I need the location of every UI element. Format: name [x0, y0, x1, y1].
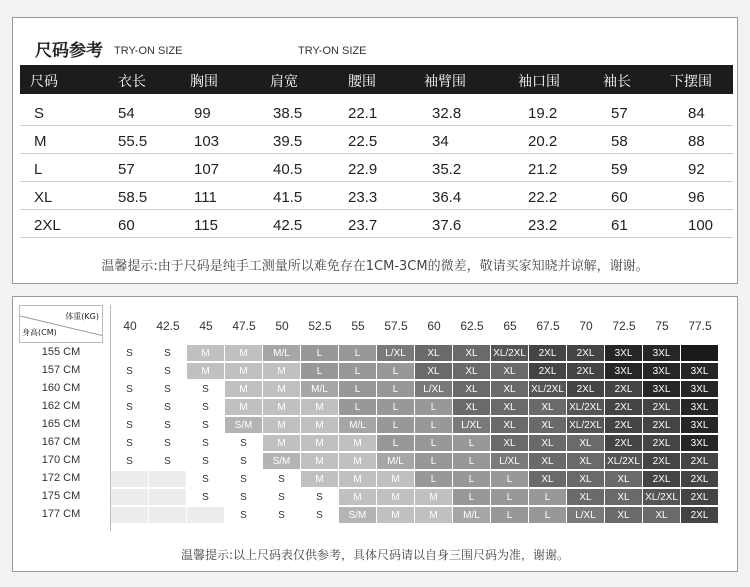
fit-cell: XL/2XL [643, 489, 681, 506]
measurement-value: 55.5 [118, 133, 148, 150]
height-label: 155 CM [41, 346, 81, 358]
table-row [20, 126, 733, 154]
fit-cell: L [377, 381, 415, 398]
fit-cell: 2XL [529, 363, 567, 380]
fit-cell: M [225, 399, 263, 416]
measurement-value: 115 [194, 217, 218, 234]
fit-cell: 2XL [605, 417, 643, 434]
fit-cell: L [377, 363, 415, 380]
fit-cell: 3XL [681, 399, 719, 416]
fit-cell: 3XL [681, 363, 719, 380]
fit-cell: M [377, 489, 415, 506]
fit-cell: L/XL [415, 381, 453, 398]
weight-axis-label: 体重(KG) [65, 312, 99, 321]
weight-header: 67.5 [536, 319, 560, 333]
fit-cell: S [225, 507, 263, 524]
measurement-value: 107 [194, 161, 220, 178]
fit-cell: 2XL [567, 381, 605, 398]
fit-cell: 2XL [643, 471, 681, 488]
fit-cell: S [263, 471, 301, 488]
fit-cell: XL [491, 435, 529, 452]
fit-cell: M [263, 381, 301, 398]
fit-cell: 3XL [681, 381, 719, 398]
fit-cell: S [187, 471, 225, 488]
fit-cell: XL [453, 363, 491, 380]
fit-cell: 2XL [605, 399, 643, 416]
fit-cell: XL [453, 345, 491, 362]
fit-cell: S [301, 507, 339, 524]
fit-cell: 3XL [643, 381, 681, 398]
fit-cell [149, 507, 187, 524]
column-header: 胸围 [190, 74, 218, 90]
fit-guide-panel [12, 296, 738, 572]
fit-guide-note: 温馨提示:以上尺码表仅供参考，具体尺码请以自身三围尺码为准，谢谢。 [180, 548, 570, 562]
measurement-value: 39.5 [273, 133, 303, 150]
fit-cell: M [377, 471, 415, 488]
height-label: 160 CM [41, 382, 81, 394]
fit-cell: XL [415, 345, 453, 362]
fit-cell: M [415, 489, 453, 506]
fit-cell: S [111, 417, 149, 434]
fit-cell: 2XL [643, 399, 681, 416]
fit-cell [111, 471, 149, 488]
fit-cell: 3XL [605, 345, 643, 362]
column-header: 衣长 [118, 74, 146, 90]
weight-header: 77.5 [688, 319, 712, 333]
fit-cell: M [301, 417, 339, 434]
measurement-value: 103 [194, 133, 220, 150]
fit-cell: 2XL [681, 507, 719, 524]
fit-cell: XL [529, 471, 567, 488]
weight-header: 75 [655, 319, 669, 333]
fit-cell: M [339, 489, 377, 506]
fit-cell: S [187, 381, 225, 398]
size-label: XL [34, 189, 53, 206]
fit-cell: L [529, 489, 567, 506]
fit-cell: M [225, 381, 263, 398]
size-label: S [34, 105, 45, 122]
height-label: 162 CM [41, 400, 81, 412]
size-label: L [34, 161, 43, 178]
column-header: 袖臂围 [424, 74, 466, 90]
fit-cell: L [339, 381, 377, 398]
weight-header: 40 [123, 319, 137, 333]
fit-cell: XL [605, 489, 643, 506]
measurement-value: 22.9 [348, 161, 378, 178]
table-row [20, 98, 733, 126]
fit-cell: S [111, 453, 149, 470]
height-label: 170 CM [41, 454, 81, 466]
fit-cell: M [301, 399, 339, 416]
fit-cell: S [111, 381, 149, 398]
size-label: M [34, 133, 47, 150]
fit-cell: 3XL [643, 345, 681, 362]
fit-cell: S [263, 489, 301, 506]
fit-cell: 3XL [643, 363, 681, 380]
fit-cell: S [263, 507, 301, 524]
fit-cell: M [187, 363, 225, 380]
fit-cell: 2XL [643, 417, 681, 434]
size-table-body [20, 98, 733, 238]
fit-cell: L [415, 435, 453, 452]
fit-cell: L [301, 345, 339, 362]
fit-cell: 2XL [605, 381, 643, 398]
fit-cell: S [225, 435, 263, 452]
fit-cell: S [187, 453, 225, 470]
measurement-value: 111 [194, 189, 217, 206]
measurement-value: 88 [688, 133, 705, 150]
height-label: 165 CM [41, 418, 81, 430]
fit-cell: XL/2XL [567, 417, 605, 434]
fit-cell: 2XL [529, 345, 567, 362]
weight-header: 55 [351, 319, 365, 333]
fit-cell: XL/2XL [605, 453, 643, 470]
table-row [20, 182, 733, 210]
fit-cell: S [187, 399, 225, 416]
fit-cell [111, 489, 149, 506]
fit-cell [111, 507, 149, 524]
size-table-header [20, 65, 733, 94]
fit-cell: M [187, 345, 225, 362]
fit-cell: M [263, 417, 301, 434]
fit-cell: S [111, 435, 149, 452]
fit-cell: S [149, 435, 187, 452]
fit-cell: M [263, 435, 301, 452]
fit-cell: S [149, 363, 187, 380]
fit-cell: 2XL [605, 435, 643, 452]
measurement-value: 38.5 [273, 105, 303, 122]
fit-cell: S [187, 417, 225, 434]
measurement-value: 58 [611, 133, 628, 150]
fit-cell: XL [491, 381, 529, 398]
fit-cell: L [339, 399, 377, 416]
fit-cell: XL/2XL [491, 345, 529, 362]
measurement-value: 58.5 [118, 189, 148, 206]
measurement-value: 54 [118, 105, 135, 122]
measurement-value: 40.5 [273, 161, 303, 178]
fit-cell: L [453, 471, 491, 488]
measurement-value: 99 [194, 105, 211, 122]
column-header: 袖长 [603, 74, 631, 90]
fit-cell [187, 507, 225, 524]
fit-cell: M [225, 363, 263, 380]
weight-header: 42.5 [156, 319, 180, 333]
fit-cell: S [149, 345, 187, 362]
fit-cell: 2XL [567, 345, 605, 362]
fit-cell [149, 489, 187, 506]
fit-cell: L/XL [567, 507, 605, 524]
measurement-value: 36.4 [432, 189, 462, 206]
fit-cell: XL/2XL [529, 381, 567, 398]
fit-cell: 3XL [681, 417, 719, 434]
grid-divider [110, 305, 111, 531]
fit-cell: L [415, 417, 453, 434]
fit-cell: L/XL [453, 417, 491, 434]
fit-cell: L [377, 435, 415, 452]
weight-header: 65 [503, 319, 517, 333]
fit-cell: XL [529, 399, 567, 416]
column-header: 袖口围 [518, 74, 560, 90]
fit-cell: XL [529, 453, 567, 470]
measurement-value: 41.5 [273, 189, 303, 206]
measurement-value: 57 [611, 105, 628, 122]
fit-cell: L [491, 507, 529, 524]
measurement-value: 60 [118, 217, 135, 234]
fit-cell: M [301, 471, 339, 488]
fit-cell: L [453, 489, 491, 506]
fit-cell: 3XL [681, 435, 719, 452]
height-label: 177 CM [41, 508, 81, 520]
fit-cell: XL [491, 417, 529, 434]
fit-cell: L/XL [491, 453, 529, 470]
measurement-value: 23.3 [348, 189, 378, 206]
table-row [20, 210, 733, 238]
fit-cell: XL [643, 507, 681, 524]
fit-cell: S [111, 363, 149, 380]
weight-header: 45 [199, 319, 213, 333]
weight-header: 57.5 [384, 319, 408, 333]
measurement-note: 温馨提示:由于尺码是纯手工测量所以难免存在1CM-3CM的微差，敬请买家知晓并谅解，谢谢。 [101, 259, 649, 274]
fit-cell: M [263, 363, 301, 380]
fit-cell: L [377, 417, 415, 434]
measurement-value: 57 [118, 161, 135, 178]
fit-cell: L [301, 363, 339, 380]
measurement-value: 37.6 [432, 217, 462, 234]
fit-cell: S [111, 345, 149, 362]
fit-cell: L [339, 363, 377, 380]
fit-cell: S [301, 489, 339, 506]
fit-cell: L [377, 399, 415, 416]
measurement-value: 20.2 [528, 133, 558, 150]
measurement-value: 19.2 [528, 105, 558, 122]
size-chart-subtitle: TRY-ON SIZE [114, 45, 183, 57]
grid-corner [19, 305, 103, 343]
measurement-value: 100 [688, 217, 714, 234]
fit-cell: XL [567, 435, 605, 452]
fit-cell: S [149, 417, 187, 434]
fit-cell: M/L [263, 345, 301, 362]
fit-cell: XL [453, 399, 491, 416]
fit-cell: XL [567, 471, 605, 488]
fit-cell: XL [529, 417, 567, 434]
fit-cell: L [453, 435, 491, 452]
size-label: 2XL [34, 217, 61, 234]
fit-cell: XL [605, 471, 643, 488]
column-header: 肩宽 [270, 74, 298, 90]
fit-cell: S [111, 399, 149, 416]
measurement-value: 59 [611, 161, 628, 178]
height-axis-label: 身高(CM) [22, 328, 57, 337]
fit-cell: XL [529, 435, 567, 452]
fit-cell: M/L [453, 507, 491, 524]
size-chart-title: 尺码参考 [35, 41, 103, 61]
fit-cell: S/M [339, 507, 377, 524]
weight-header: 52.5 [308, 319, 332, 333]
fit-cell: S [225, 453, 263, 470]
fit-cell: M/L [339, 417, 377, 434]
fit-cell: M/L [377, 453, 415, 470]
weight-header: 70 [579, 319, 593, 333]
fit-cell: S [149, 381, 187, 398]
weight-header: 62.5 [460, 319, 484, 333]
measurement-value: 96 [688, 189, 705, 206]
measurement-value: 21.2 [528, 161, 558, 178]
size-chart-panel [12, 17, 738, 284]
fit-cell: S [187, 489, 225, 506]
fit-cell: L [453, 453, 491, 470]
measurement-value: 32.8 [432, 105, 462, 122]
fit-cell: 2XL [643, 435, 681, 452]
measurement-value: 92 [688, 161, 705, 178]
fit-cell: L [415, 471, 453, 488]
fit-cell: 3XL [605, 363, 643, 380]
fit-cell: XL [605, 507, 643, 524]
height-label: 167 CM [41, 436, 81, 448]
measurement-value: 23.7 [348, 217, 378, 234]
fit-cell: S [149, 453, 187, 470]
column-header: 下摆围 [670, 74, 712, 90]
column-header: 尺码 [30, 74, 58, 90]
measurement-value: 61 [611, 217, 628, 234]
fit-cell: M [301, 435, 339, 452]
fit-cell: XL [491, 399, 529, 416]
fit-cell: XL [567, 453, 605, 470]
fit-cell: M [301, 453, 339, 470]
measurement-value: 34 [432, 133, 449, 150]
fit-cell: L/XL [377, 345, 415, 362]
fit-cell: S [149, 399, 187, 416]
fit-cell: L [491, 489, 529, 506]
measurement-value: 22.1 [348, 105, 378, 122]
measurement-value: 35.2 [432, 161, 462, 178]
size-chart-subtitle-2: TRY-ON SIZE [298, 45, 367, 57]
fit-cell: M [415, 507, 453, 524]
measurement-value: 60 [611, 189, 628, 206]
fit-cell: 2XL [681, 489, 719, 506]
fit-cell: M [377, 507, 415, 524]
fit-cell: L [491, 471, 529, 488]
measurement-value: 23.2 [528, 217, 558, 234]
measurement-value: 42.5 [273, 217, 303, 234]
height-label: 157 CM [41, 364, 81, 376]
fit-cell: XL [567, 489, 605, 506]
fit-cell: S [225, 489, 263, 506]
fit-cell: L [415, 453, 453, 470]
height-label: 172 CM [41, 472, 81, 484]
weight-header: 72.5 [612, 319, 636, 333]
height-label: 175 CM [41, 490, 81, 502]
fit-cell [681, 345, 719, 362]
fit-cell: L [339, 345, 377, 362]
fit-cell: M [339, 435, 377, 452]
fit-cell: M/L [301, 381, 339, 398]
fit-cell [149, 471, 187, 488]
table-row [20, 154, 733, 182]
fit-cell: S/M [263, 453, 301, 470]
fit-cell: XL [453, 381, 491, 398]
fit-cell: L [415, 399, 453, 416]
fit-cell: M [339, 453, 377, 470]
weight-header: 50 [275, 319, 289, 333]
fit-cell: L [529, 507, 567, 524]
measurement-value: 22.5 [348, 133, 378, 150]
fit-cell: 2XL [643, 453, 681, 470]
weight-header: 47.5 [232, 319, 256, 333]
fit-cell: M [263, 399, 301, 416]
fit-cell: 2XL [681, 471, 719, 488]
fit-cell: XL [415, 363, 453, 380]
fit-cell: S/M [225, 417, 263, 434]
fit-cell: M [339, 471, 377, 488]
fit-cell: XL/2XL [567, 399, 605, 416]
fit-cell: 2XL [567, 363, 605, 380]
measurement-value: 84 [688, 105, 705, 122]
measurement-value: 22.2 [528, 189, 558, 206]
fit-cell: XL [491, 363, 529, 380]
column-header: 腰围 [348, 74, 376, 90]
weight-header: 60 [427, 319, 441, 333]
fit-cell: S [187, 435, 225, 452]
fit-cell: M [225, 345, 263, 362]
fit-cell: S [225, 471, 263, 488]
fit-cell: 2XL [681, 453, 719, 470]
